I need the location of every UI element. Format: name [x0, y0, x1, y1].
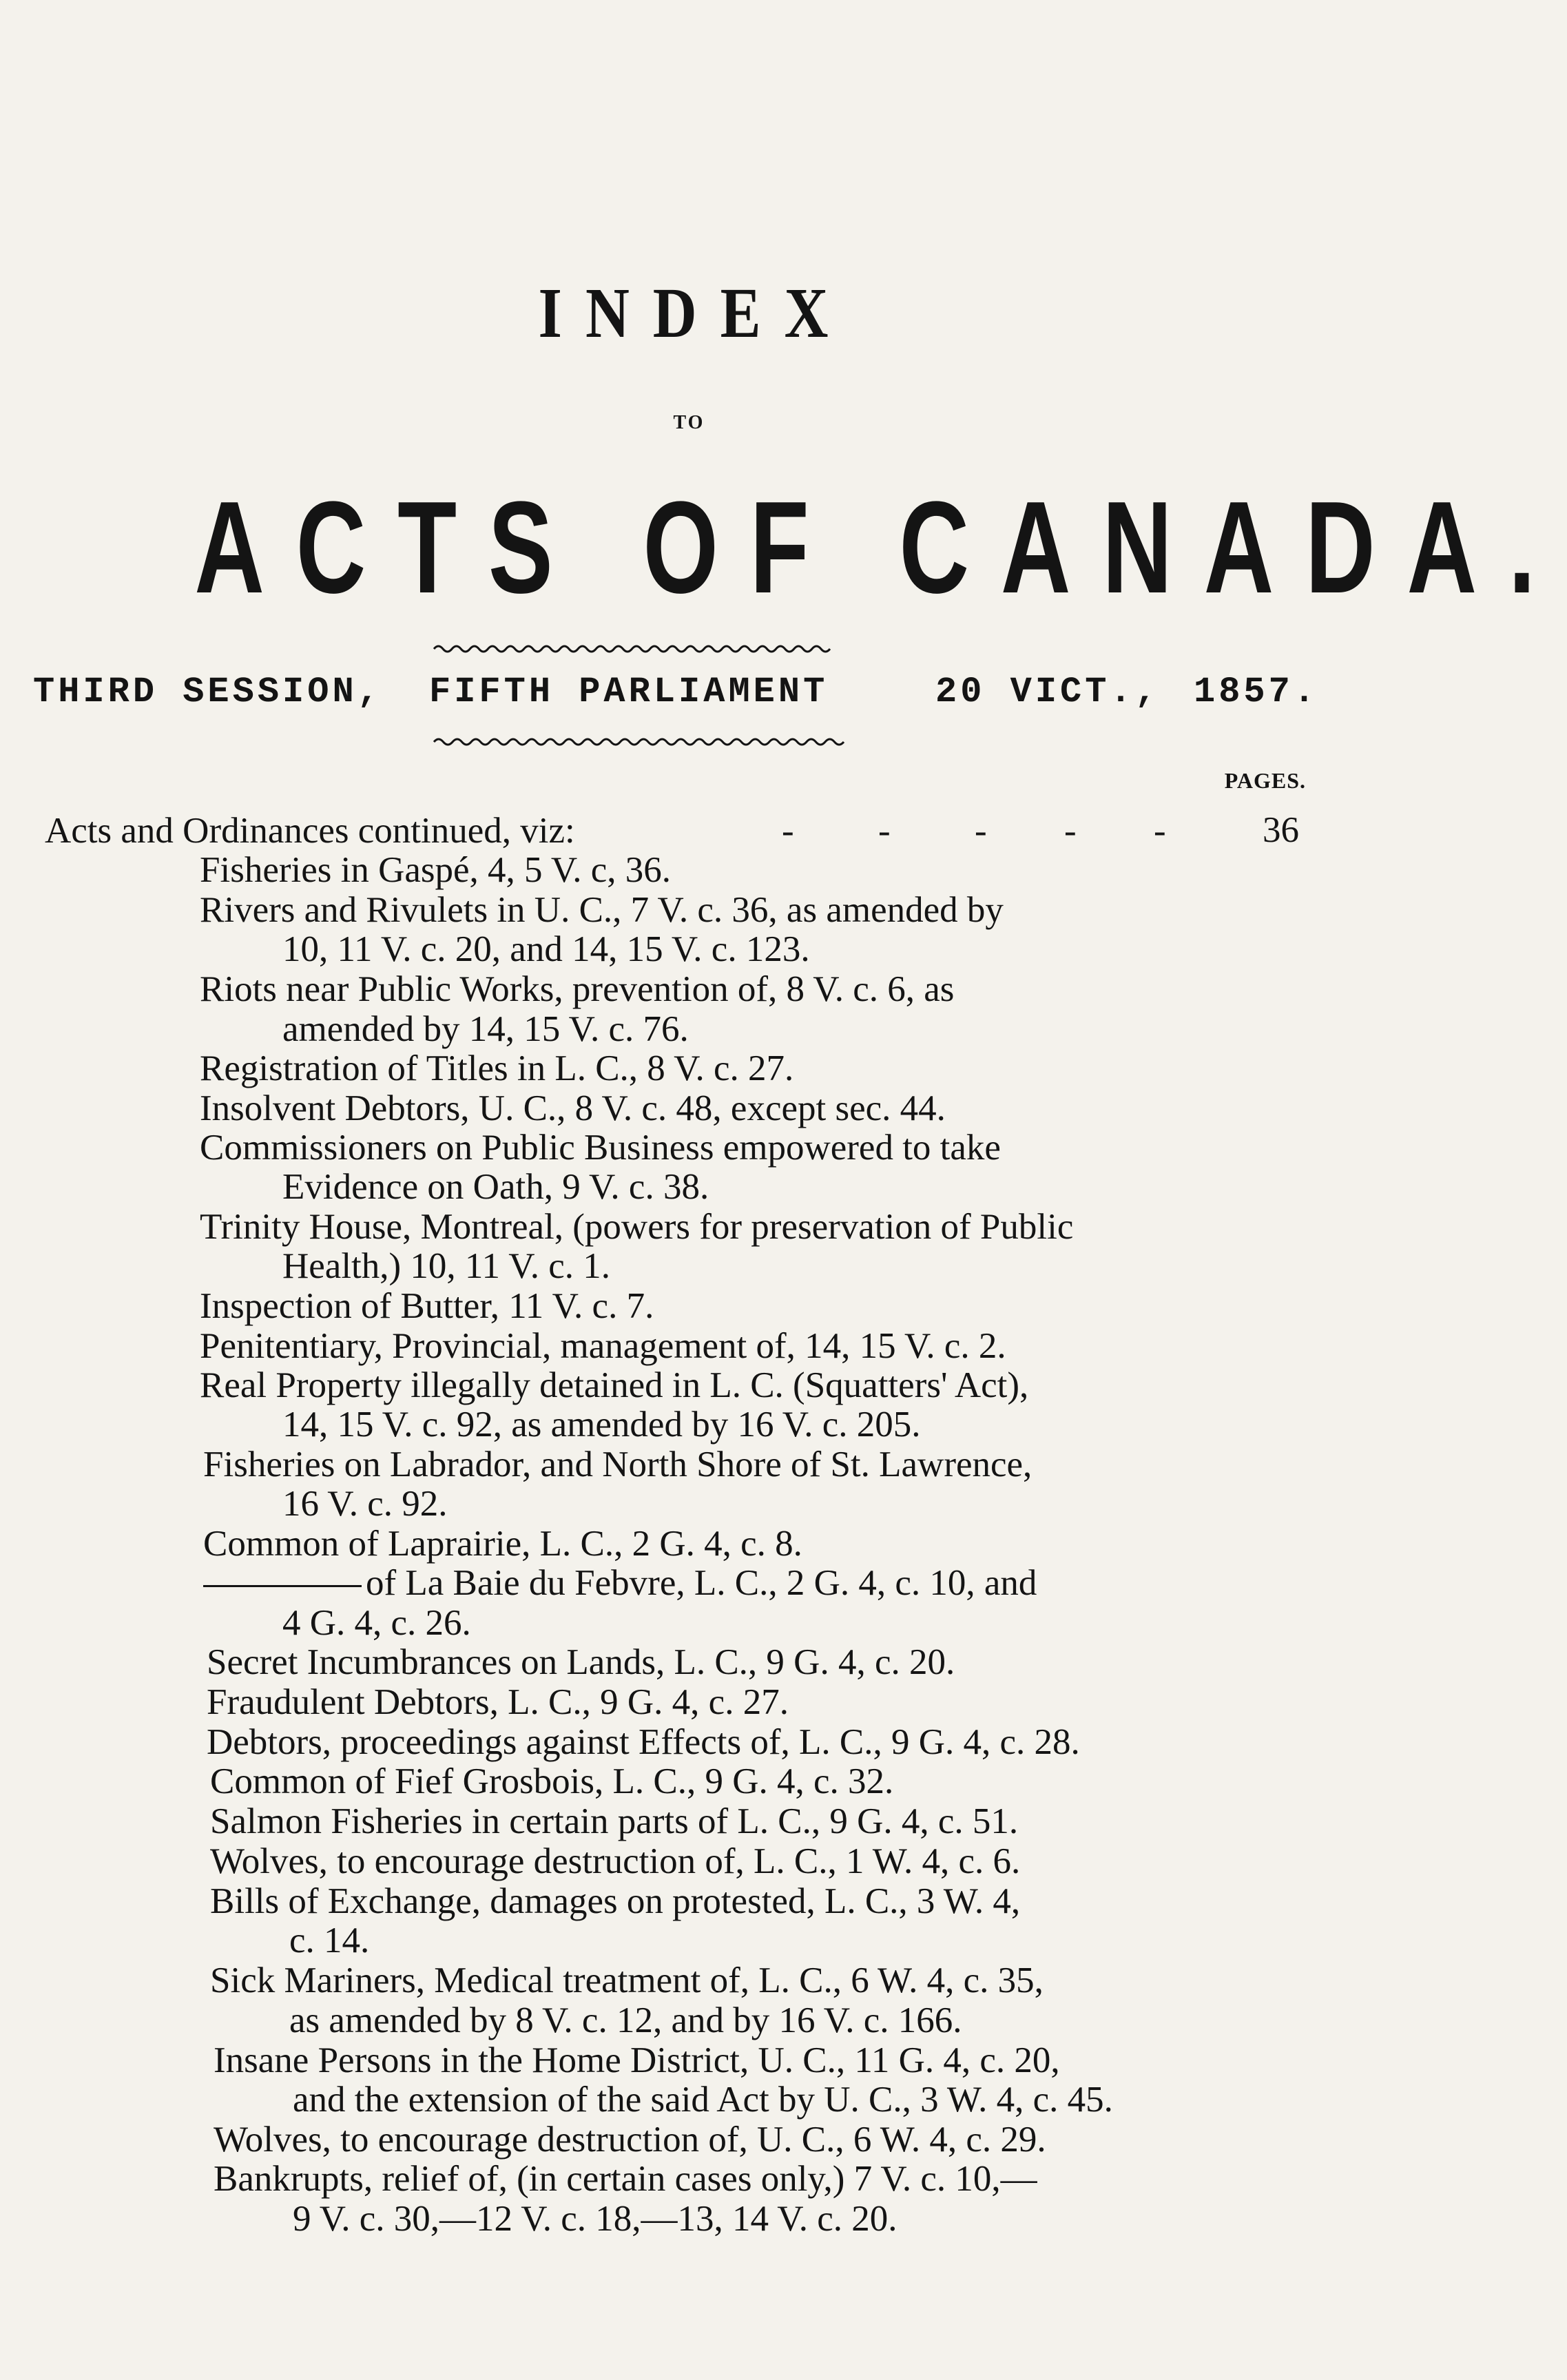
entry-text: Bills of Exchange, damages on protested, L. C., 3 W. 4, — [210, 1881, 1021, 1921]
leader-dash: - — [782, 811, 794, 851]
entry-text: 16 V. c. 92. — [282, 1484, 448, 1524]
index-entry-penitentiary — [200, 1328, 1006, 1365]
leader-dash: - — [975, 811, 987, 851]
entry-text: Commissioners on Public Business empowered to take — [200, 1128, 1001, 1168]
lead-page-number: 36 — [1263, 810, 1299, 850]
entry-text: Wolves, to encourage destruction of, L. C., 1 W. 4, c. 6. — [210, 1841, 1021, 1881]
index-entry-riots-public-works-cont — [282, 1011, 689, 1048]
acts-title: ACTS OF CANADA. — [194, 475, 1567, 621]
index-entry-debtors-effects — [207, 1724, 1080, 1761]
entry-text: Salmon Fisheries in certain parts of L. C., 9 G. 4, c. 51. — [210, 1801, 1019, 1841]
entry-text: Bankrupts, relief of, (in certain cases only,) 7 V. c. 10,— — [214, 2159, 1037, 2199]
entry-text: Inspection of Butter, 11 V. c. 7. — [200, 1286, 654, 1326]
entry-text: 9 V. c. 30,—12 V. c. 18,—13, 14 V. c. 20. — [293, 2199, 897, 2239]
lead-entry — [45, 813, 1305, 849]
index-entry-wolves-lc — [210, 1843, 1020, 1880]
to-word: TO — [673, 412, 705, 433]
lead-text: Acts and Ordinances continued, viz: — [45, 811, 575, 851]
index-entry-insolvent-debtors — [200, 1090, 946, 1127]
entry-text: Health,) 10, 11 V. c. 1. — [282, 1246, 610, 1286]
ditto-rule — [203, 1585, 362, 1587]
index-entry-fisheries-labrador — [203, 1447, 1032, 1483]
index-entry-commissioners-public-business — [200, 1130, 1001, 1166]
entry-text: 4 G. 4, c. 26. — [282, 1603, 471, 1643]
index-entry-insane-persons — [214, 2042, 1060, 2079]
entry-text: 14, 15 V. c. 92, as amended by 16 V. c. 205. — [282, 1405, 921, 1445]
leader-dash: - — [1064, 811, 1077, 851]
index-title: INDEX — [538, 273, 852, 353]
wavy-rule-top — [434, 641, 833, 657]
entry-text: 10, 11 V. c. 20, and 14, 15 V. c. 123. — [282, 929, 810, 969]
entry-text: Real Property illegally detained in L. C. (Squatters' Act), — [200, 1365, 1029, 1405]
pages-heading: PAGES. — [1224, 768, 1306, 793]
entry-text: of La Baie du Febvre, L. C., 2 G. 4, c. 10, and — [366, 1563, 1037, 1603]
parliament-text: FIFTH PARLIAMENT — [429, 672, 829, 712]
entry-text: Sick Mariners, Medical treatment of, L. C., 6 W. 4, c. 35, — [210, 1960, 1044, 2000]
index-entry-fraudulent-debtors — [207, 1684, 789, 1721]
index-entry-sick-mariners — [210, 1960, 1044, 2000]
index-entry-secret-incumbrances — [207, 1644, 955, 1681]
entry-text: as amended by 8 V. c. 12, and by 16 V. c. 166. — [289, 2000, 962, 2040]
entry-text: Riots near Public Works, prevention of, 8 V. c. 6, as — [200, 969, 955, 1009]
index-entry-inspection-butter — [200, 1288, 654, 1325]
entry-text: amended by 14, 15 V. c. 76. — [282, 1009, 689, 1049]
index-entry-trinity-house-cont — [282, 1248, 610, 1285]
index-entry-bankrupts — [214, 2161, 1037, 2197]
entry-text: Penitentiary, Provincial, management of, 14, 15 V. c. 2. — [200, 1326, 1006, 1366]
index-entry-commissioners-cont — [282, 1169, 709, 1205]
entry-text: Wolves, to encourage destruction of, U. C., 6 W. 4, c. 29. — [214, 2120, 1046, 2160]
entry-text: Rivers and Rivulets in U. C., 7 V. c. 36, as amended by — [200, 890, 1004, 930]
index-entry-wolves-uc — [214, 2122, 1046, 2158]
index-entry-real-property — [200, 1367, 1028, 1404]
victoria-text: 20 VICT., — [935, 672, 1160, 712]
entry-text: and the extension of the said Act by U. C., 3 W. 4, c. 45. — [293, 2080, 1113, 2120]
entry-text: Common of Laprairie, L. C., 2 G. 4, c. 8. — [203, 1524, 802, 1564]
session-text: THIRD SESSION, — [33, 672, 382, 712]
leader-dash: - — [1154, 811, 1166, 851]
entry-text: Evidence on Oath, 9 V. c. 38. — [282, 1167, 709, 1207]
entry-text: Insolvent Debtors, U. C., 8 V. c. 48, except sec. 44. — [200, 1088, 946, 1128]
index-entry-fisheries-labrador-cont — [282, 1486, 448, 1522]
index-entry-common-la-baie — [203, 1565, 1037, 1602]
entry-text: Debtors, proceedings against Effects of, L. C., 9 G. 4, c. 28. — [207, 1722, 1080, 1762]
entry-text: Fraudulent Debtors, L. C., 9 G. 4, c. 27. — [207, 1682, 789, 1722]
entry-text: Registration of Titles in L. C., 8 V. c. 27. — [200, 1048, 794, 1088]
index-entry-rivers-rivulets-cont — [282, 931, 810, 968]
index-entry-bankrupts-cont — [293, 2201, 897, 2237]
wavy-rule-bottom — [434, 734, 847, 750]
index-entry-common-laprairie — [203, 1526, 802, 1562]
index-entry-bills-exchange-cont — [289, 1923, 369, 1959]
year-text: 1857. — [1194, 672, 1319, 712]
index-entry-registration-titles — [200, 1048, 794, 1088]
index-entry-fisheries-gaspe — [200, 852, 671, 889]
entry-text: Trinity House, Montreal, (powers for preservation of Public — [200, 1207, 1074, 1247]
index-entry-common-la-baie-cont — [282, 1605, 471, 1642]
index-entry-insane-persons-cont — [293, 2082, 1113, 2118]
entry-text: Secret Incumbrances on Lands, L. C., 9 G. 4, c. 20. — [207, 1642, 955, 1682]
entry-text: Insane Persons in the Home District, U. C., 11 G. 4, c. 20, — [214, 2040, 1060, 2080]
entry-text: c. 14. — [289, 1921, 370, 1960]
entry-text: Common of Fief Grosbois, L. C., 9 G. 4, c. 32. — [210, 1761, 894, 1801]
entry-text: Fisheries on Labrador, and North Shore of St. Lawrence, — [203, 1445, 1032, 1484]
index-entry-trinity-house — [200, 1209, 1073, 1245]
index-entry-salmon-fisheries — [210, 1803, 1018, 1840]
index-entry-riots-public-works — [200, 971, 954, 1008]
entry-text: Fisheries in Gaspé, 4, 5 V. c, 36. — [200, 850, 672, 890]
index-entry-rivers-rivulets — [200, 892, 1004, 929]
index-entry-real-property-cont — [282, 1407, 920, 1443]
index-entry-sick-mariners-cont — [289, 2000, 962, 2040]
index-entry-common-grosbois — [210, 1763, 893, 1800]
leader-dash: - — [878, 811, 891, 851]
index-entry-bills-exchange — [210, 1883, 1020, 1920]
